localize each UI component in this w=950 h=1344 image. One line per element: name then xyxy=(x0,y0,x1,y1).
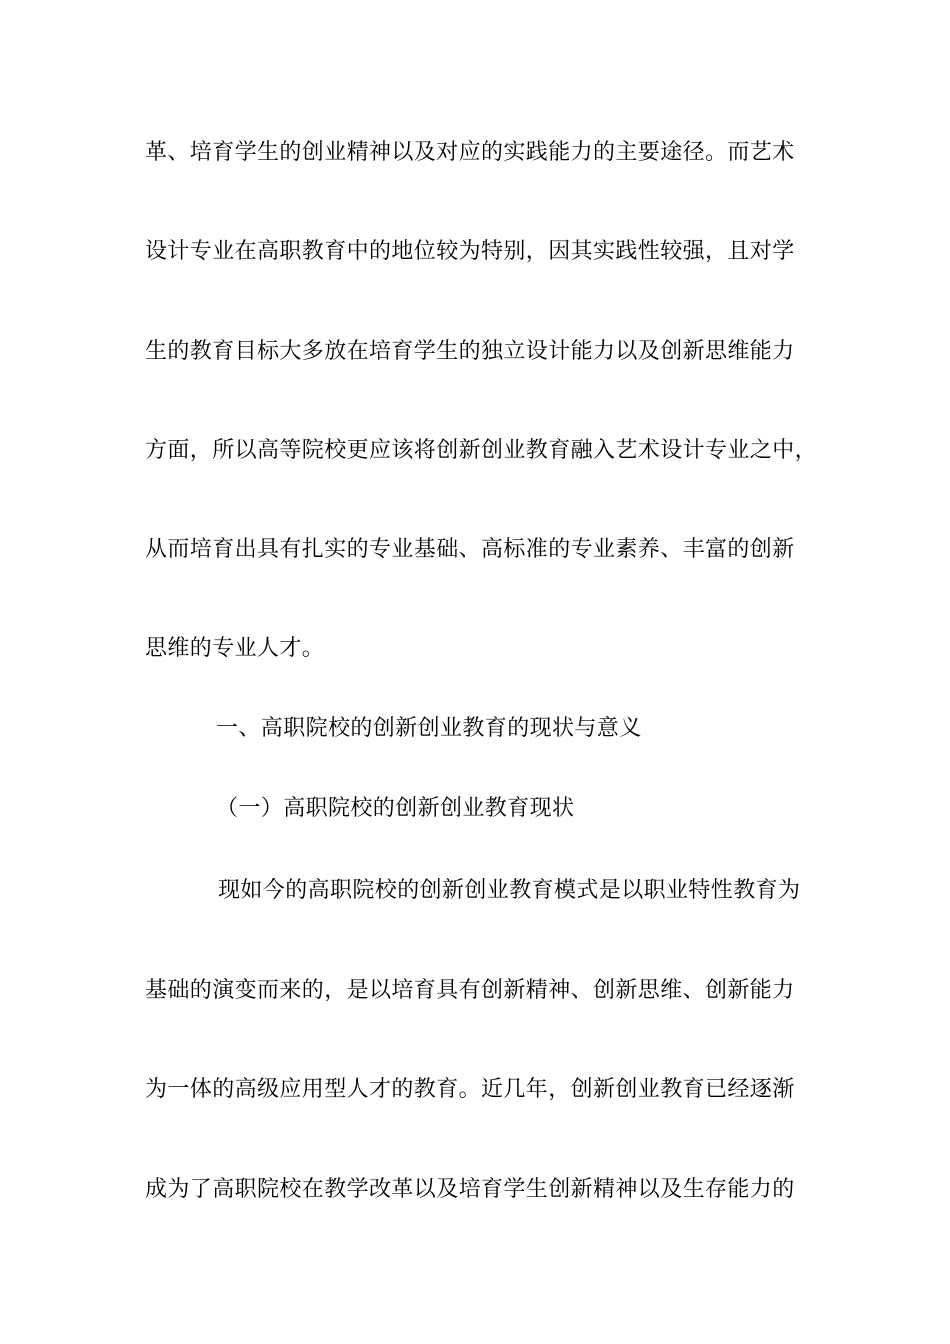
paragraph-line: 成为了高职院校在教学改革以及培育学生创新精神以及生存能力的 xyxy=(145,1177,795,1202)
paragraph-line: 生的教育目标大多放在培育学生的独立设计能力以及创新思维能力 xyxy=(145,339,795,364)
paragraph-line: 为一体的高级应用型人才的教育。近几年，创新创业教育已经逐渐 xyxy=(145,1077,795,1102)
paragraph-line: 方面，所以高等院校更应该将创新创业教育融入艺术设计专业之中， xyxy=(145,438,818,463)
paragraph-line: 革、培育学生的创业精神以及对应的实践能力的主要途径。而艺术 xyxy=(145,140,795,165)
paragraph-line: 基础的演变而来的，是以培育具有创新精神、创新思维、创新能力 xyxy=(145,978,795,1003)
subsection-heading: （一）高职院校的创新创业教育现状 xyxy=(216,796,575,821)
paragraph-line: 思维的专业人才。 xyxy=(145,636,325,661)
paragraph-line: 现如今的高职院校的创新创业教育模式是以职业特性教育为 xyxy=(218,878,801,903)
paragraph-line: 从而培育出具有扎实的专业基础、高标准的专业素养、丰富的创新 xyxy=(145,537,795,562)
paragraph-line: 设计专业在高职教育中的地位较为特别，因其实践性较强，且对学 xyxy=(145,239,795,264)
section-heading: 一、高职院校的创新创业教育的现状与意义 xyxy=(216,716,642,741)
